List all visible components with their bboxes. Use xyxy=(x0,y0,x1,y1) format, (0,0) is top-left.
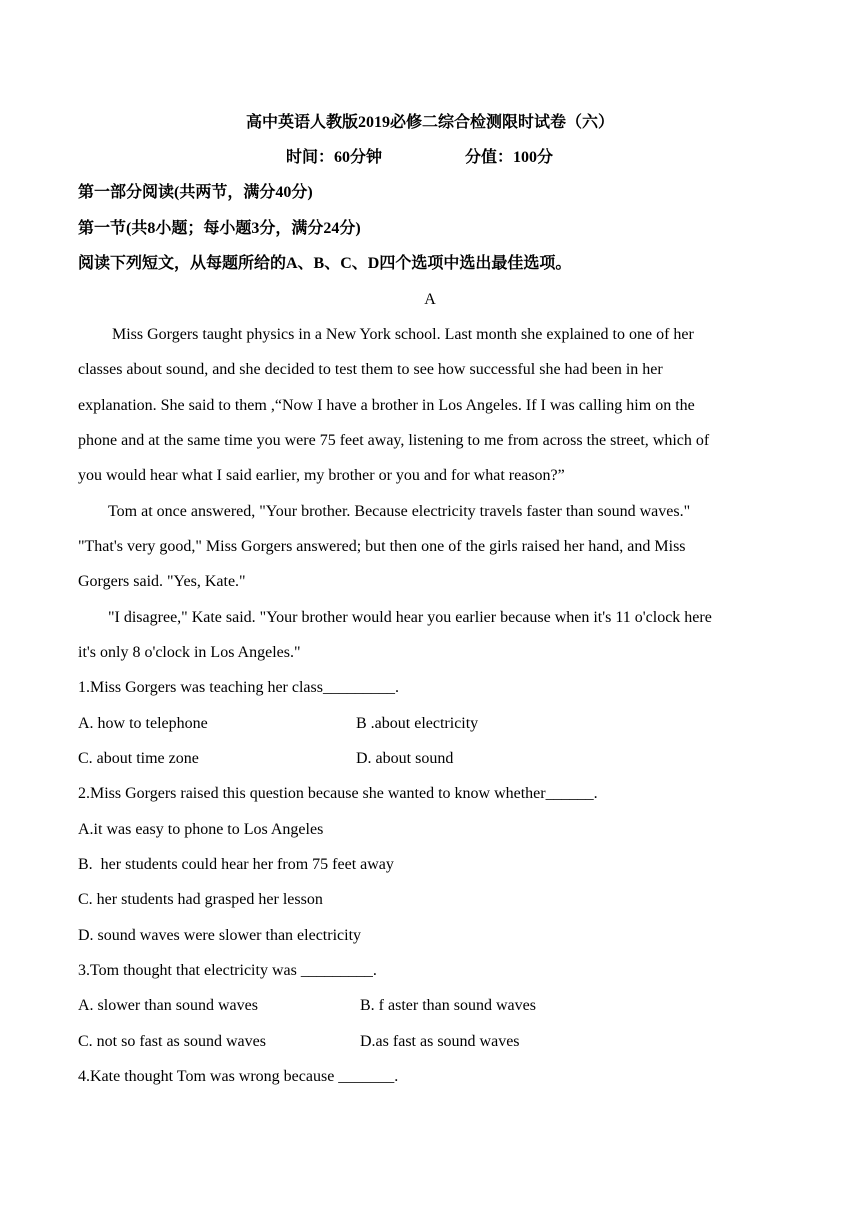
option-b: B. her students could hear her from 75 feet away xyxy=(78,856,394,873)
passage-line: classes about sound, and she decided to test them to see how successful she had been in her xyxy=(78,361,663,378)
time-label: 时间：60分钟 xyxy=(286,149,383,166)
option-c: C. about time zone xyxy=(78,750,199,767)
passage-label: A xyxy=(424,291,436,308)
instruction: 阅读下列短文，从每题所给的A、B、C、D四个选项中选出最佳选项。 xyxy=(78,255,572,272)
option-a: A. how to telephone xyxy=(78,715,208,732)
option-c: C. not so fast as sound waves xyxy=(78,1033,266,1050)
part-heading: 第一部分阅读(共两节，满分40分) xyxy=(78,184,313,201)
passage-line: phone and at the same time you were 75 feet away, listening to me from across the street, which of xyxy=(78,432,710,449)
passage-line: Miss Gorgers taught physics in a New York school. Last month she explained to one of her xyxy=(112,326,694,343)
option-c: C. her students had grasped her lesson xyxy=(78,891,323,908)
passage-line: Tom at once answered, "Your brother. Because electricity travels faster than sound waves." xyxy=(108,503,691,520)
passage-line: Gorgers said. "Yes, Kate." xyxy=(78,573,246,590)
passage-line: it's only 8 o'clock in Los Angeles." xyxy=(78,644,301,661)
passage-line: "I disagree," Kate said. "Your brother would hear you earlier because when it's 11 o'clock here xyxy=(108,609,712,626)
option-b: B. f aster than sound waves xyxy=(360,997,536,1014)
question-stem: 1.Miss Gorgers was teaching her class_________. xyxy=(78,679,399,696)
question-stem: 4.Kate thought Tom was wrong because _______. xyxy=(78,1068,399,1085)
option-d: D. sound waves were slower than electricity xyxy=(78,927,362,944)
section-heading: 第一节(共8小题；每小题3分，满分24分) xyxy=(78,220,361,237)
option-a: A. slower than sound waves xyxy=(78,997,258,1014)
exam-title: 高中英语人教版2019必修二综合检测限时试卷（六） xyxy=(245,114,614,131)
score-label: 分值：100分 xyxy=(465,149,554,166)
option-a: A.it was easy to phone to Los Angeles xyxy=(78,821,324,838)
passage-line: "That's very good," Miss Gorgers answered; but then one of the girls raised her hand, and Miss xyxy=(78,538,686,555)
option-d: D.as fast as sound waves xyxy=(360,1033,520,1050)
passage-line: you would hear what I said earlier, my brother or you and for what reason?” xyxy=(78,467,565,484)
option-d: D. about sound xyxy=(356,750,454,767)
option-b: B .about electricity xyxy=(356,715,479,732)
passage-line: explanation. She said to them ,“Now I have a brother in Los Angeles. If I was calling him on the xyxy=(78,397,695,414)
question-stem: 2.Miss Gorgers raised this question because she wanted to know whether______. xyxy=(78,785,598,802)
question-stem: 3.Tom thought that electricity was _________. xyxy=(78,962,377,979)
